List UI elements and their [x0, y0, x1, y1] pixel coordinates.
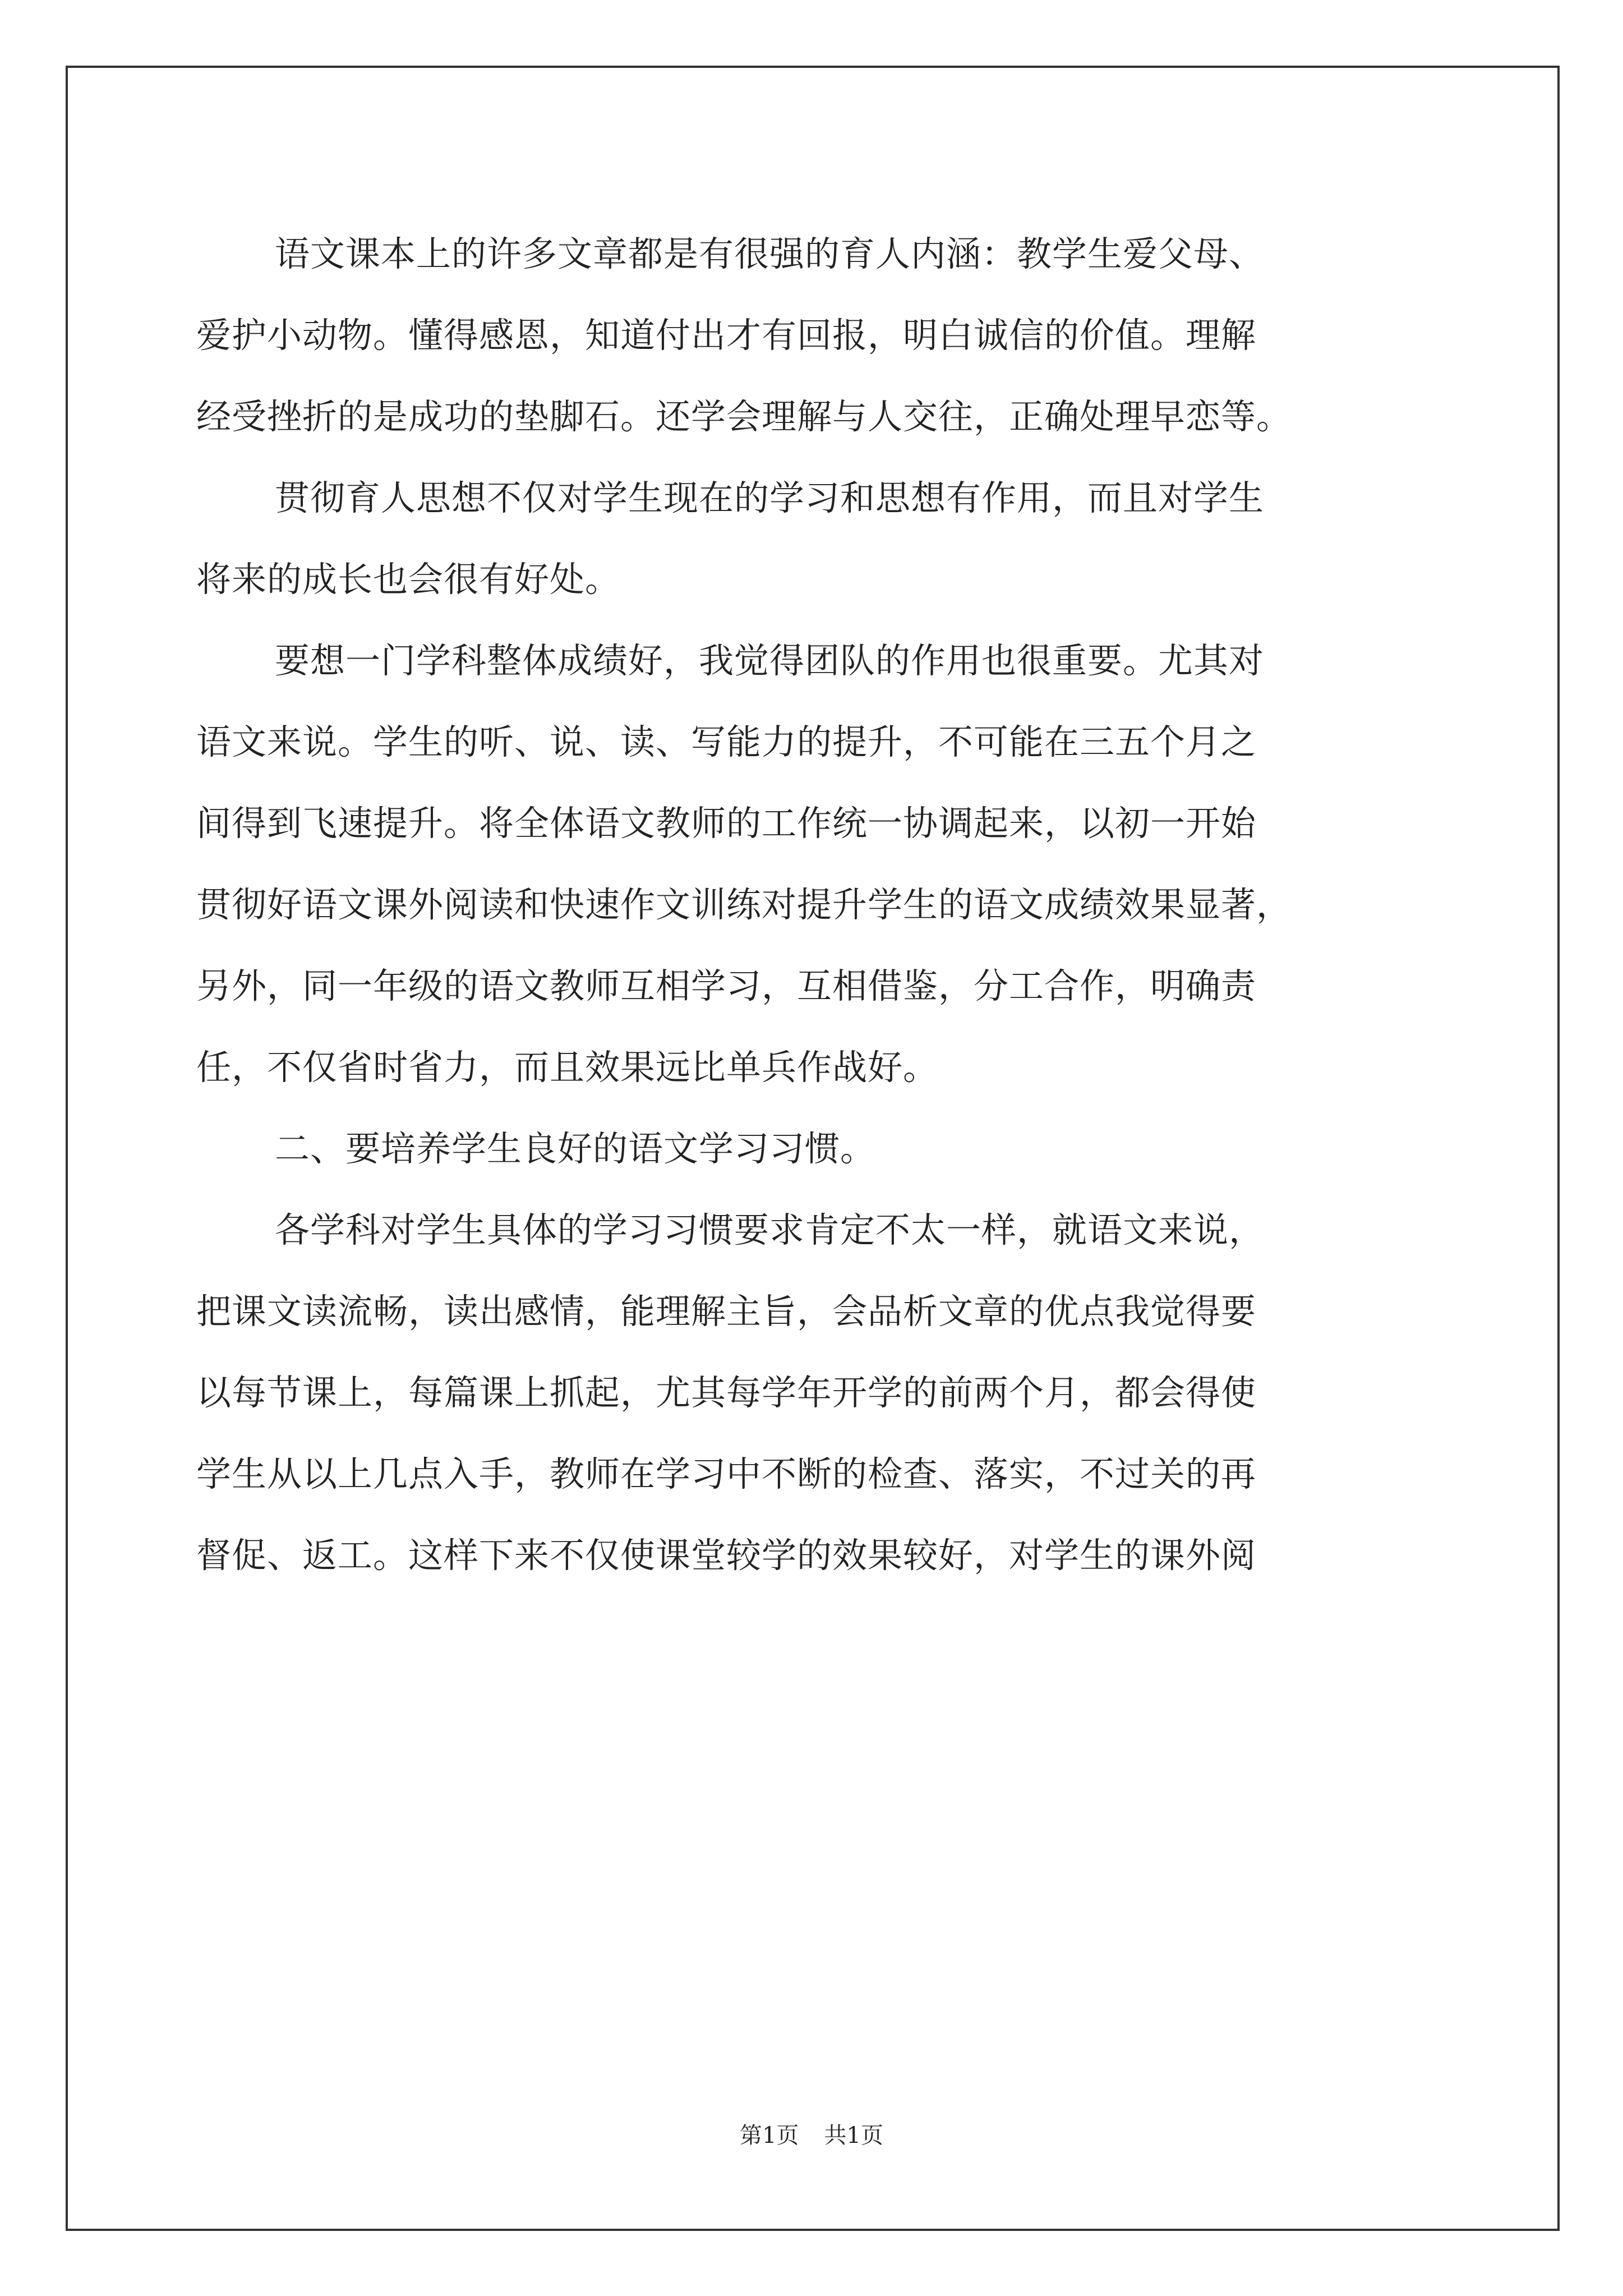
text-line: 语文来说。学生的听、说、读、写能力的提升，不可能在三五个月之	[196, 721, 1257, 762]
document-body	[196, 213, 1430, 1596]
text-line: 经受挫折的是成功的垫脚石。还学会理解与人交往，正确处理早恋等。	[196, 396, 1292, 437]
text-line: 把课文读流畅，读出感情，能理解主旨，会品析文章的优点我觉得要	[196, 1291, 1257, 1332]
page-number: 第1页	[740, 2123, 799, 2148]
text-line: 以每节课上，每篇课上抓起，尤其每学年开学的前两个月，都会得使	[196, 1372, 1257, 1413]
text-line: 要想一门学科整体成绩好，我觉得团队的作用也很重要。尤其对	[275, 640, 1265, 681]
text-line: 间得到飞速提升。将全体语文教师的工作统一协调起来，以初一开始	[196, 803, 1257, 844]
text-line: 语文课本上的许多文章都是有很强的育人内涵：教学生爱父母、	[275, 233, 1265, 274]
text-line: 任，不仅省时省力，而且效果远比单兵作战好。	[196, 1047, 939, 1088]
text-line: 各学科对学生具体的学习习惯要求肯定不太一样，就语文来说，	[275, 1209, 1265, 1250]
text-line: 贯彻育人思想不仅对学生现在的学习和思想有作用，而且对学生	[275, 477, 1265, 518]
section-heading: 二、要培养学生良好的语文学习习惯。	[275, 1128, 876, 1169]
text-line: 爱护小动物。懂得感恩，知道付出才有回报，明白诚信的价值。理解	[196, 315, 1257, 356]
text-line: 另外，同一年级的语文教师互相学习，互相借鉴，分工合作，明确责	[196, 965, 1257, 1006]
text-line: 贯彻好语文课外阅读和快速作文训练对提升学生的语文成绩效果显著，	[196, 884, 1292, 925]
page-footer	[0, 2118, 1623, 2150]
text-line: 督促、返工。这样下来不仅使课堂较学的效果较好，对学生的课外阅	[196, 1535, 1257, 1576]
text-line: 学生从以上几点入手，教师在学习中不断的检查、落实，不过关的再	[196, 1453, 1257, 1494]
text-line: 将来的成长也会很有好处。	[196, 559, 621, 600]
page-total: 共1页	[824, 2123, 883, 2148]
